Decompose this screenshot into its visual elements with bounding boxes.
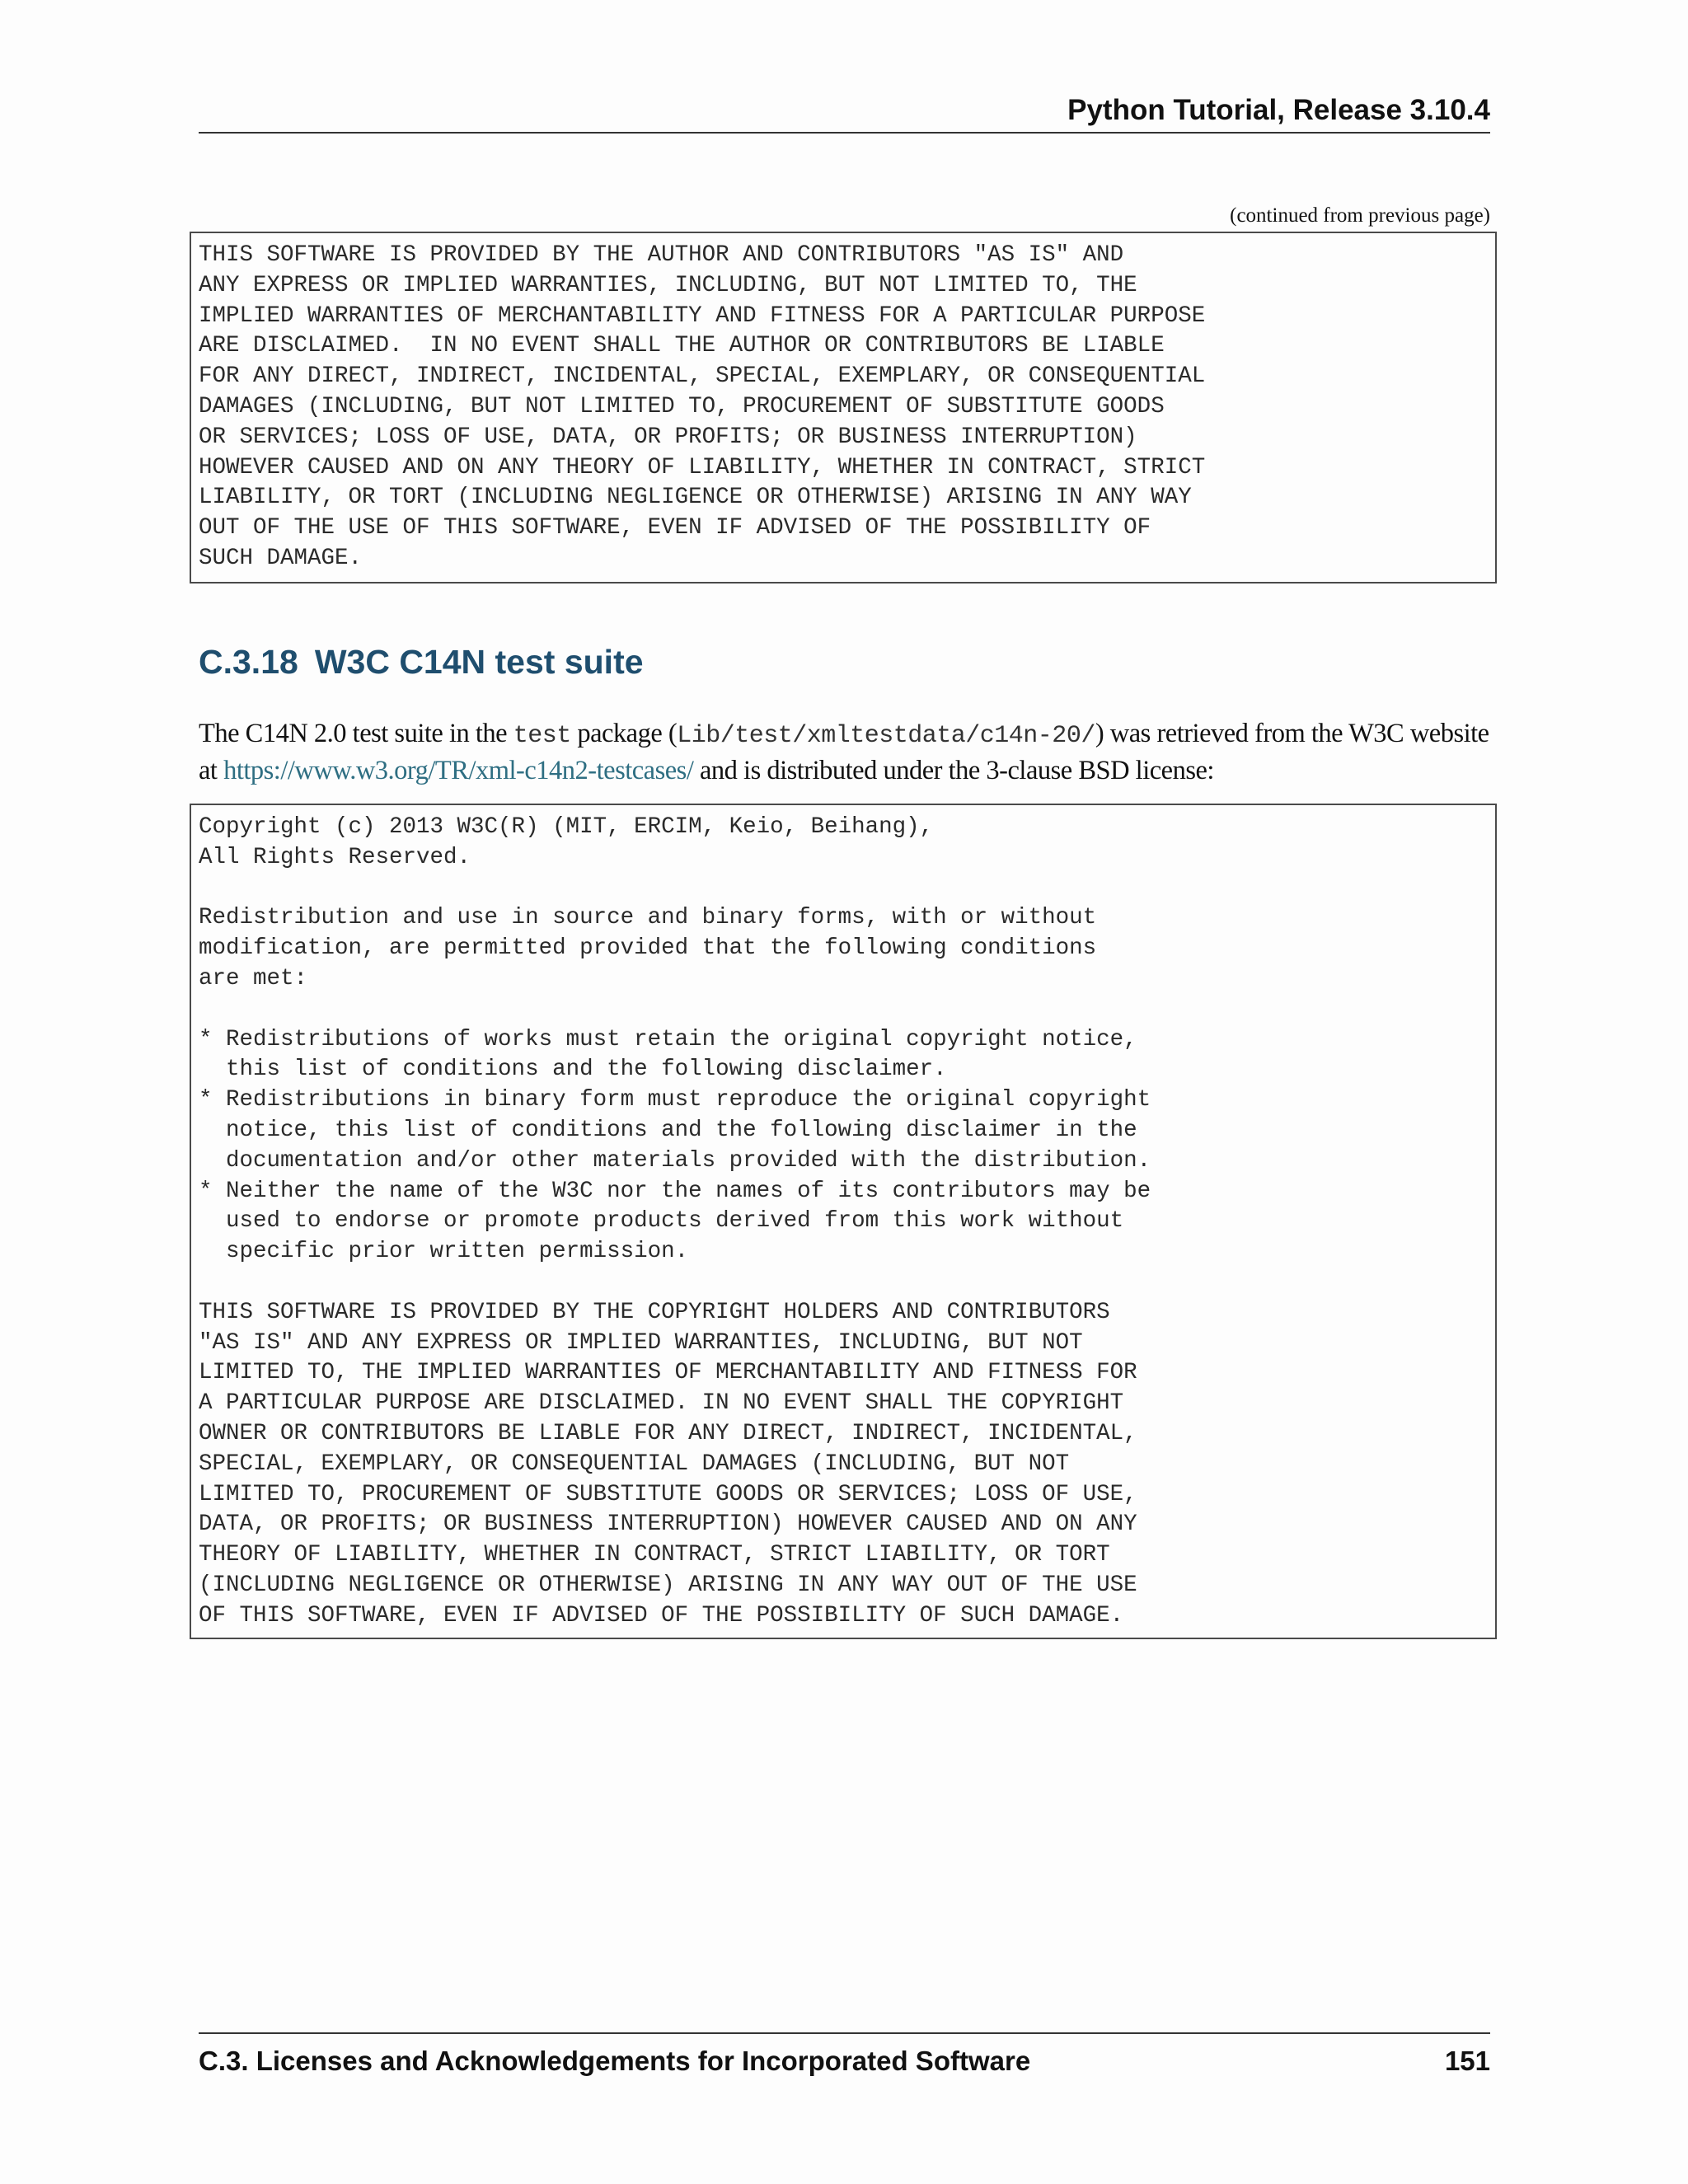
page-header	[199, 92, 1490, 134]
page-footer	[199, 2032, 1490, 2083]
w3c-testcases-link[interactable]: https://www.w3.org/TR/xml-c14n2-testcases/	[223, 756, 694, 785]
code-text: Copyright (c) 2013 W3C(R) (MIT, ERCIM, Keio, Beihang), All Rights Reserved. Redistribution and use in source and binary forms, with or without modification, are permitted provided that the following conditions are met: * Redistributions of works must retain the original copyright notice, this list of conditions and the following disclaimer. * Redistributions in binary form must reproduce the original copyright notice, this list of conditions and the following disclaimer in the documentation and/or other materials provided with the distribution. * Neither the name of the W3C nor the names of its contributors may be used to endorse or promote products derived from this work without specific prior written permission. THIS SOFTWARE IS PROVIDED BY THE COPYRIGHT HOLDERS AND CONTRIBUTORS "AS IS" AND ANY EXPRESS OR IMPLIED WARRANTIES, INCLUDING, BUT NOT LIMITED TO, THE IMPLIED WARRANTIES OF MERCHANTABILITY AND FITNESS FOR A PARTICULAR PURPOSE ARE DISCLAIMED. IN NO EVENT SHALL THE COPYRIGHT OWNER OR CONTRIBUTORS BE LIABLE FOR ANY DIRECT, INDIRECT, INCIDENTAL, SPECIAL, EXEMPLARY, OR CONSEQUENTIAL DAMAGES (INCLUDING, BUT NOT LIMITED TO, PROCUREMENT OF SUBSTITUTE GOODS OR SERVICES; LOSS OF USE, DATA, OR PROFITS; OR BUSINESS INTERRUPTION) HOWEVER CAUSED AND ON ANY THEORY OF LIABILITY, WHETHER IN CONTRACT, STRICT LIABILITY, OR TORT (INCLUDING NEGLIGENCE OR OTHERWISE) ARISING IN ANY WAY OUT OF THE USE OF THIS SOFTWARE, EVEN IF ADVISED OF THE POSSIBILITY OF SUCH DAMAGE.	[199, 814, 1151, 1629]
code-text: THIS SOFTWARE IS PROVIDED BY THE AUTHOR AND CONTRIBUTORS "AS IS" AND ANY EXPRESS OR IMPLIED WARRANTIES, INCLUDING, BUT NOT LIMITED TO, THE IMPLIED WARRANTIES OF MERCHANTABILITY AND FITNESS FOR A PARTICULAR PURPOSE ARE DISCLAIMED. IN NO EVENT SHALL THE AUTHOR OR CONTRIBUTORS BE LIABLE FOR ANY DIRECT, INDIRECT, INCIDENTAL, SPECIAL, EXEMPLARY, OR CONSEQUENTIAL DAMAGES (INCLUDING, BUT NOT LIMITED TO, PROCUREMENT OF SUBSTITUTE GOODS OR SERVICES; LOSS OF USE, DATA, OR PROFITS; OR BUSINESS INTERRUPTION) HOWEVER CAUSED AND ON ANY THEORY OF LIABILITY, WHETHER IN CONTRACT, STRICT LIABILITY, OR TORT (INCLUDING NEGLIGENCE OR OTHERWISE) ARISING IN ANY WAY OUT OF THE USE OF THIS SOFTWARE, EVEN IF ADVISED OF THE POSSIBILITY OF SUCH DAMAGE.	[199, 242, 1206, 571]
paragraph-text: ) was retrieved from the W3C website at	[199, 719, 1489, 785]
paragraph-text: and is distributed under the 3-clause BSD license:	[693, 756, 1214, 785]
paragraph-text: package (	[570, 719, 678, 748]
section-title: W3C C14N test suite	[314, 643, 644, 681]
section-paragraph	[199, 716, 1509, 788]
header-title: Python Tutorial, Release 3.10.4	[1067, 94, 1490, 126]
page-number: 151	[1444, 2046, 1490, 2076]
inline-code-test: test	[513, 722, 571, 750]
section-number: C.3.18	[199, 643, 298, 681]
license-code-block-top	[190, 232, 1497, 583]
license-code-block-c14n	[190, 804, 1497, 1639]
footer-title: C.3. Licenses and Acknowledgements for Incorporated Software	[199, 2046, 1031, 2076]
section-heading	[199, 643, 644, 682]
inline-code-path: Lib/test/xmltestdata/c14n-20/	[677, 722, 1095, 750]
continued-note: (continued from previous page)	[1230, 204, 1490, 227]
paragraph-text: The C14N 2.0 test suite in the	[199, 719, 513, 748]
